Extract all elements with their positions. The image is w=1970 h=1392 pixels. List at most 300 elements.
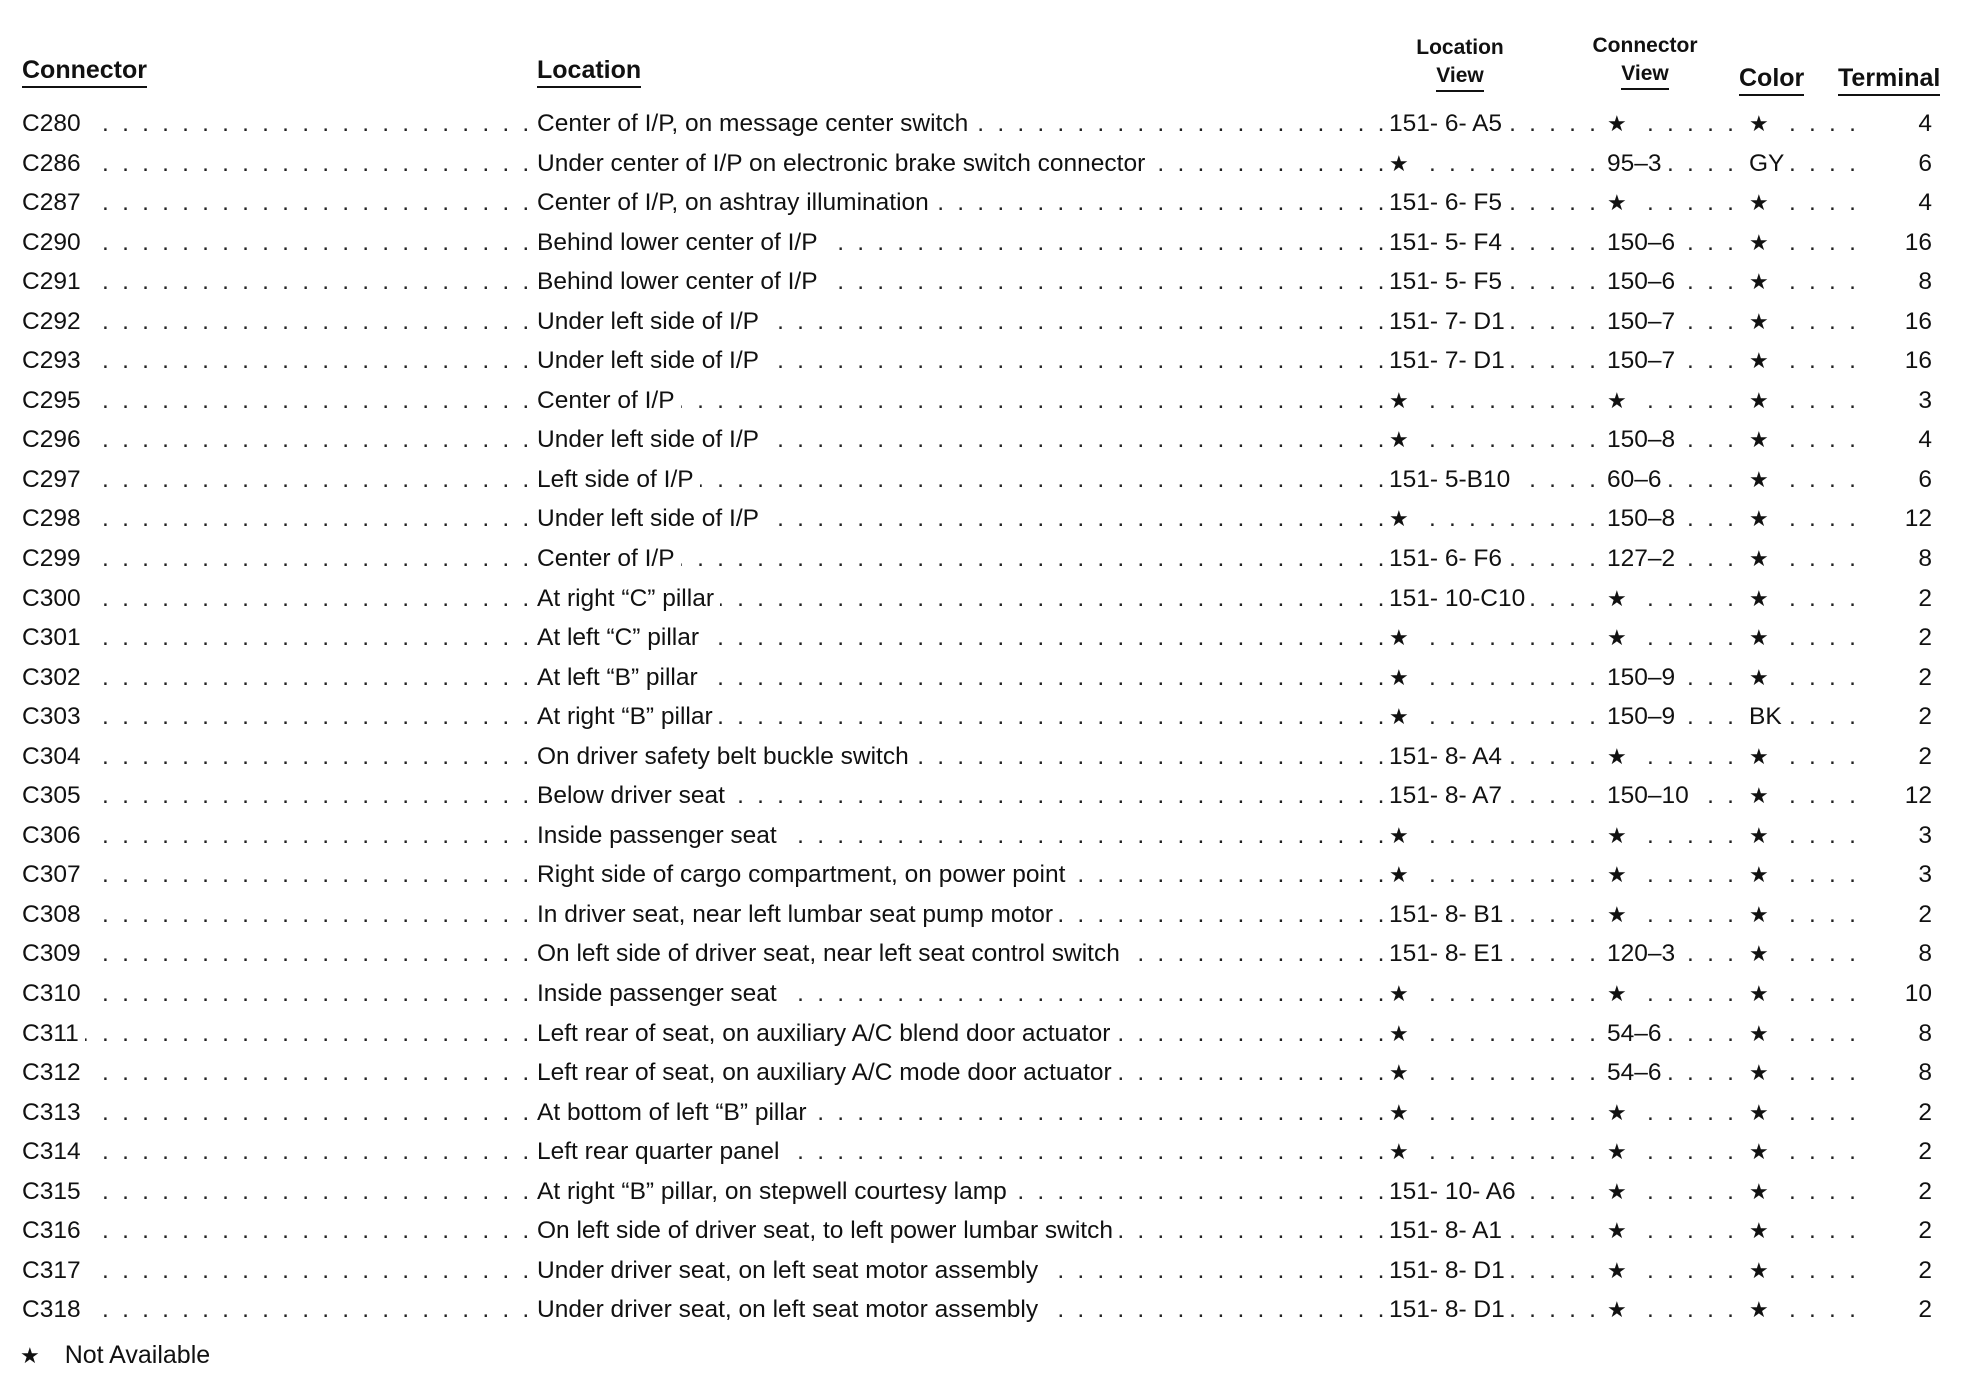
cell-connector: C317 (22, 1257, 87, 1284)
leader-dots (22, 223, 532, 263)
cell-location-view-wrap (1389, 1211, 1603, 1251)
cell-location-view: 151- 7- D1 (1389, 347, 1511, 374)
cell-connector-view: 150–6 (1607, 268, 1681, 295)
cell-location-view: 151- 6- A5 (1389, 110, 1508, 137)
cell-connector-wrap (22, 381, 532, 421)
cell-location-view-wrap (1389, 144, 1603, 184)
cell-connector-view: ★ (1607, 823, 1633, 848)
cell-connector: C314 (22, 1138, 87, 1165)
cell-color: ★ (1749, 981, 1775, 1006)
table-row (0, 302, 1970, 342)
table-row (0, 579, 1970, 619)
cell-connector-view: ★ (1607, 1139, 1633, 1164)
cell-color: ★ (1749, 941, 1775, 966)
cell-connector-view-wrap (1607, 1211, 1745, 1251)
cell-connector-view-wrap (1607, 223, 1745, 263)
leader-dots (22, 855, 532, 895)
cell-location: Under left side of I/P (537, 347, 765, 374)
cell-terminal: 2 (1912, 1172, 1932, 1212)
table-row (0, 183, 1970, 223)
cell-connector: C297 (22, 466, 87, 493)
cell-connector-view-wrap (1607, 618, 1745, 658)
cell-connector-wrap (22, 420, 532, 460)
cell-color: ★ (1749, 1100, 1775, 1125)
cell-terminal: 2 (1912, 895, 1932, 935)
cell-terminal-wrap (1858, 895, 1932, 935)
cell-location-wrap (537, 381, 1385, 421)
table-row (0, 420, 1970, 460)
cell-connector-view-wrap (1607, 262, 1745, 302)
cell-connector-wrap (22, 658, 532, 698)
cell-color: ★ (1749, 190, 1775, 215)
cell-connector-wrap (22, 144, 532, 184)
cell-location-view-wrap (1389, 1132, 1603, 1172)
table-row (0, 618, 1970, 658)
cell-location-view: ★ (1389, 862, 1415, 887)
leader-dots (1389, 855, 1603, 895)
cell-terminal-wrap (1858, 1132, 1932, 1172)
cell-location: Below driver seat (537, 782, 731, 809)
table-row (0, 144, 1970, 184)
cell-location-wrap (537, 737, 1385, 777)
cell-location-wrap (537, 1211, 1385, 1251)
leader-dots (22, 934, 532, 974)
cell-color-wrap (1749, 104, 1857, 144)
cell-color-wrap (1749, 1014, 1857, 1054)
cell-connector: C318 (22, 1296, 87, 1323)
cell-location-view: ★ (1389, 704, 1415, 729)
cell-terminal: 2 (1912, 658, 1932, 698)
cell-connector-view-wrap (1607, 737, 1745, 777)
table-row (0, 539, 1970, 579)
leader-dots (22, 1093, 532, 1133)
cell-terminal: 2 (1912, 1251, 1932, 1291)
cell-location: Right side of cargo compartment, on power point (537, 861, 1071, 888)
cell-connector: C299 (22, 545, 87, 572)
cell-connector: C313 (22, 1099, 87, 1126)
cell-connector-view-wrap (1607, 539, 1745, 579)
cell-location: On left side of driver seat, to left power lumbar switch (537, 1217, 1119, 1244)
cell-connector-wrap (22, 618, 532, 658)
cell-terminal-wrap (1858, 1290, 1932, 1330)
cell-location-wrap (537, 974, 1385, 1014)
cell-location-view: ★ (1389, 506, 1415, 531)
cell-terminal: 6 (1912, 460, 1932, 500)
cell-location: Under left side of I/P (537, 426, 765, 453)
cell-location: At left “B” pillar (537, 664, 704, 691)
cell-connector-wrap (22, 1053, 532, 1093)
cell-location-view-wrap (1389, 855, 1603, 895)
cell-location-view: 151- 5- F5 (1389, 268, 1508, 295)
cell-connector-wrap (22, 579, 532, 619)
cell-color-wrap (1749, 776, 1857, 816)
cell-connector-view-wrap (1607, 974, 1745, 1014)
cell-connector-wrap (22, 262, 532, 302)
header-terminal: Terminal (1838, 64, 1940, 96)
cell-connector: C293 (22, 347, 87, 374)
cell-connector-view: 150–7 (1607, 308, 1681, 335)
cell-location-view: ★ (1389, 1139, 1415, 1164)
cell-color-wrap (1749, 420, 1857, 460)
cell-location: Center of I/P (537, 387, 681, 414)
cell-terminal-wrap (1858, 223, 1932, 263)
cell-connector: C286 (22, 150, 87, 177)
cell-location: At right “B” pillar, on stepwell courtesy lamp (537, 1178, 1013, 1205)
leader-dots (22, 183, 532, 223)
table-row (0, 1290, 1970, 1330)
cell-location: Under left side of I/P (537, 308, 765, 335)
cell-connector-view-wrap (1607, 658, 1745, 698)
cell-connector: C280 (22, 110, 87, 137)
cell-connector-view: ★ (1607, 586, 1633, 611)
leader-dots (22, 381, 532, 421)
cell-color-wrap (1749, 460, 1857, 500)
cell-location-wrap (537, 223, 1385, 263)
cell-location-wrap (537, 262, 1385, 302)
leader-dots (22, 539, 532, 579)
leader-dots (22, 1053, 532, 1093)
cell-color: ★ (1749, 823, 1775, 848)
cell-location-view-wrap (1389, 183, 1603, 223)
cell-color-wrap (1749, 895, 1857, 935)
cell-terminal: 2 (1912, 579, 1932, 619)
leader-dots (22, 1014, 532, 1054)
cell-location-view: 151- 8- B1 (1389, 901, 1509, 928)
header-location-view-line2: View (1436, 62, 1483, 92)
header-location-view (1395, 34, 1525, 92)
cell-connector-view-wrap (1607, 895, 1745, 935)
cell-location-view: ★ (1389, 427, 1415, 452)
cell-location: Under driver seat, on left seat motor assembly (537, 1296, 1044, 1323)
leader-dots (22, 697, 532, 737)
cell-color: ★ (1749, 1218, 1775, 1243)
cell-location: Left rear quarter panel (537, 1138, 785, 1165)
table-row (0, 1251, 1970, 1291)
cell-connector-view-wrap (1607, 1053, 1745, 1093)
leader-dots (22, 1251, 532, 1291)
cell-connector: C301 (22, 624, 87, 651)
cell-location-wrap (537, 1172, 1385, 1212)
cell-location-view: ★ (1389, 823, 1415, 848)
cell-color-wrap (1749, 1290, 1857, 1330)
cell-location-view-wrap (1389, 1290, 1603, 1330)
cell-location-wrap (537, 1251, 1385, 1291)
leader-dots (1389, 1132, 1603, 1172)
cell-terminal: 16 (1899, 341, 1932, 381)
cell-location-view-wrap (1389, 974, 1603, 1014)
table-row (0, 1093, 1970, 1133)
cell-terminal: 3 (1912, 855, 1932, 895)
cell-location-view-wrap (1389, 737, 1603, 777)
cell-connector-view: ★ (1607, 1179, 1633, 1204)
cell-connector-wrap (22, 697, 532, 737)
cell-connector-view-wrap (1607, 1251, 1745, 1291)
leader-dots (22, 262, 532, 302)
cell-location: Center of I/P (537, 545, 681, 572)
cell-terminal: 2 (1912, 697, 1932, 737)
table-row (0, 1053, 1970, 1093)
header-connector: Connector (22, 56, 147, 88)
cell-location-view-wrap (1389, 1014, 1603, 1054)
cell-connector-view: ★ (1607, 190, 1633, 215)
cell-terminal-wrap (1858, 658, 1932, 698)
cell-terminal: 2 (1912, 1132, 1932, 1172)
legend-text: Not Available (64, 1341, 211, 1369)
cell-color-wrap (1749, 223, 1857, 263)
cell-color-wrap (1749, 1172, 1857, 1212)
legend-star-icon: ★ (20, 1343, 40, 1368)
cell-location-view-wrap (1389, 658, 1603, 698)
cell-color: ★ (1749, 1060, 1775, 1085)
cell-location: Inside passenger seat (537, 822, 783, 849)
cell-connector-wrap (22, 737, 532, 777)
table-row (0, 460, 1970, 500)
cell-connector-view: ★ (1607, 1297, 1633, 1322)
cell-location-view-wrap (1389, 618, 1603, 658)
cell-color-wrap (1749, 1211, 1857, 1251)
cell-location: On driver safety belt buckle switch (537, 743, 915, 770)
cell-location: At right “C” pillar (537, 585, 720, 612)
cell-location-view: ★ (1389, 625, 1415, 650)
cell-color: ★ (1749, 348, 1775, 373)
connector-rows (0, 104, 1970, 1330)
table-row (0, 1172, 1970, 1212)
cell-terminal-wrap (1858, 974, 1932, 1014)
cell-connector-wrap (22, 1211, 532, 1251)
cell-color: ★ (1749, 427, 1775, 452)
table-row (0, 855, 1970, 895)
cell-connector-wrap (22, 341, 532, 381)
cell-color: ★ (1749, 862, 1775, 887)
cell-color-wrap (1749, 499, 1857, 539)
cell-color: GY (1749, 150, 1790, 177)
cell-location-view-wrap (1389, 539, 1603, 579)
cell-connector-view-wrap (1607, 697, 1745, 737)
cell-location-view-wrap (1389, 1172, 1603, 1212)
table-row (0, 223, 1970, 263)
leader-dots (22, 737, 532, 777)
cell-location-wrap (537, 499, 1385, 539)
cell-color-wrap (1749, 737, 1857, 777)
cell-location-wrap (537, 658, 1385, 698)
cell-terminal: 2 (1912, 618, 1932, 658)
leader-dots (1389, 1014, 1603, 1054)
leader-dots (1389, 1053, 1603, 1093)
table-row (0, 104, 1970, 144)
cell-connector-view-wrap (1607, 104, 1745, 144)
cell-connector-wrap (22, 1290, 532, 1330)
cell-connector-view-wrap (1607, 1093, 1745, 1133)
cell-location: At left “C” pillar (537, 624, 705, 651)
cell-location-view: ★ (1389, 1060, 1415, 1085)
table-row (0, 816, 1970, 856)
cell-location-wrap (537, 460, 1385, 500)
cell-connector-view: ★ (1607, 388, 1633, 413)
table-row (0, 1014, 1970, 1054)
cell-location-view: 151- 8- E1 (1389, 940, 1509, 967)
cell-connector-wrap (22, 1014, 532, 1054)
cell-location-wrap (537, 697, 1385, 737)
leader-dots (22, 1211, 532, 1251)
cell-location-view-wrap (1389, 776, 1603, 816)
cell-terminal: 2 (1912, 737, 1932, 777)
leader-dots (22, 1132, 532, 1172)
leader-dots (22, 499, 532, 539)
cell-connector-view: 54–6 (1607, 1020, 1668, 1047)
cell-location-view-wrap (1389, 104, 1603, 144)
cell-color: ★ (1749, 230, 1775, 255)
cell-connector-view-wrap (1607, 381, 1745, 421)
leader-dots (22, 420, 532, 460)
leader-dots (1389, 618, 1603, 658)
cell-connector-view-wrap (1607, 1014, 1745, 1054)
cell-location-view: 151- 6- F6 (1389, 545, 1508, 572)
cell-location-view-wrap (1389, 460, 1603, 500)
table-row (0, 697, 1970, 737)
leader-dots (1389, 499, 1603, 539)
cell-connector-view: 150–10 (1607, 782, 1695, 809)
cell-location: Under left side of I/P (537, 505, 765, 532)
cell-location-view-wrap (1389, 895, 1603, 935)
cell-connector-view-wrap (1607, 579, 1745, 619)
cell-terminal: 2 (1912, 1290, 1932, 1330)
leader-dots (22, 104, 532, 144)
cell-location-view-wrap (1389, 499, 1603, 539)
cell-color: ★ (1749, 744, 1775, 769)
cell-color-wrap (1749, 302, 1857, 342)
cell-terminal-wrap (1858, 1053, 1932, 1093)
cell-color: ★ (1749, 625, 1775, 650)
cell-location-view: ★ (1389, 981, 1415, 1006)
cell-connector: C296 (22, 426, 87, 453)
cell-connector-view: 150–9 (1607, 703, 1681, 730)
cell-connector-wrap (22, 539, 532, 579)
leader-dots (1389, 381, 1603, 421)
cell-connector-wrap (22, 855, 532, 895)
cell-connector-view: 54–6 (1607, 1059, 1668, 1086)
cell-location: Under driver seat, on left seat motor assembly (537, 1257, 1044, 1284)
cell-connector: C308 (22, 901, 87, 928)
table-row (0, 341, 1970, 381)
cell-color-wrap (1749, 618, 1857, 658)
cell-connector-view: ★ (1607, 862, 1633, 887)
cell-connector: C307 (22, 861, 87, 888)
cell-location-wrap (537, 776, 1385, 816)
cell-connector-wrap (22, 974, 532, 1014)
cell-color: BK (1749, 703, 1788, 730)
leader-dots (22, 618, 532, 658)
cell-connector-wrap (22, 1093, 532, 1133)
cell-location-view: 151- 8- D1 (1389, 1296, 1511, 1323)
header-connector-view-line1: Connector (1592, 34, 1698, 57)
cell-terminal: 4 (1912, 104, 1932, 144)
header-location: Location (537, 56, 641, 88)
cell-terminal-wrap (1858, 816, 1932, 856)
legend (20, 1340, 210, 1371)
cell-connector: C310 (22, 980, 87, 1007)
cell-connector: C300 (22, 585, 87, 612)
cell-connector: C287 (22, 189, 87, 216)
cell-connector: C290 (22, 229, 87, 256)
cell-location-wrap (537, 1014, 1385, 1054)
cell-color-wrap (1749, 974, 1857, 1014)
cell-location: Left side of I/P (537, 466, 700, 493)
cell-color: ★ (1749, 506, 1775, 531)
leader-dots (1389, 974, 1603, 1014)
cell-terminal: 16 (1899, 223, 1932, 263)
cell-location-wrap (537, 183, 1385, 223)
cell-terminal: 12 (1899, 776, 1932, 816)
cell-terminal-wrap (1858, 579, 1932, 619)
cell-color: ★ (1749, 388, 1775, 413)
cell-color: ★ (1749, 546, 1775, 571)
cell-location-view: 151- 10-C10 (1389, 585, 1531, 612)
cell-connector-wrap (22, 1251, 532, 1291)
cell-terminal-wrap (1858, 776, 1932, 816)
cell-location-wrap (537, 579, 1385, 619)
leader-dots (22, 460, 532, 500)
leader-dots (1389, 1093, 1603, 1133)
cell-terminal: 8 (1912, 1053, 1932, 1093)
cell-terminal-wrap (1858, 539, 1932, 579)
cell-connector: C304 (22, 743, 87, 770)
cell-color: ★ (1749, 586, 1775, 611)
cell-location-wrap (537, 855, 1385, 895)
cell-terminal-wrap (1858, 855, 1932, 895)
cell-terminal: 4 (1912, 183, 1932, 223)
table-row (0, 776, 1970, 816)
cell-location: Inside passenger seat (537, 980, 783, 1007)
cell-connector-view-wrap (1607, 776, 1745, 816)
cell-terminal: 2 (1912, 1093, 1932, 1133)
cell-color-wrap (1749, 816, 1857, 856)
table-row (0, 895, 1970, 935)
cell-color: ★ (1749, 1021, 1775, 1046)
cell-connector: C295 (22, 387, 87, 414)
cell-connector: C303 (22, 703, 87, 730)
cell-color: ★ (1749, 269, 1775, 294)
cell-color-wrap (1749, 1251, 1857, 1291)
cell-color-wrap (1749, 341, 1857, 381)
leader-dots (1389, 697, 1603, 737)
cell-location-view: 151- 8- D1 (1389, 1257, 1511, 1284)
leader-dots (22, 341, 532, 381)
cell-connector-view: ★ (1607, 981, 1633, 1006)
cell-location-wrap (537, 302, 1385, 342)
cell-terminal: 8 (1912, 262, 1932, 302)
table-row (0, 737, 1970, 777)
cell-location-wrap (537, 420, 1385, 460)
cell-location-view: ★ (1389, 1021, 1415, 1046)
cell-color: ★ (1749, 783, 1775, 808)
leader-dots (22, 895, 532, 935)
cell-location: In driver seat, near left lumbar seat pump motor (537, 901, 1059, 928)
cell-location-wrap (537, 104, 1385, 144)
cell-location-view-wrap (1389, 262, 1603, 302)
header-connector-view (1575, 32, 1715, 90)
cell-location-view: 151- 5- F4 (1389, 229, 1508, 256)
leader-dots (22, 302, 532, 342)
table-row (0, 974, 1970, 1014)
cell-connector-view: 150–6 (1607, 229, 1681, 256)
cell-location: On left side of driver seat, near left seat control switch (537, 940, 1126, 967)
cell-location-view: 151- 8- A7 (1389, 782, 1508, 809)
cell-connector: C305 (22, 782, 87, 809)
cell-terminal-wrap (1858, 302, 1932, 342)
cell-connector-view: 60–6 (1607, 466, 1668, 493)
cell-connector: C311 (22, 1020, 85, 1047)
table-row (0, 934, 1970, 974)
